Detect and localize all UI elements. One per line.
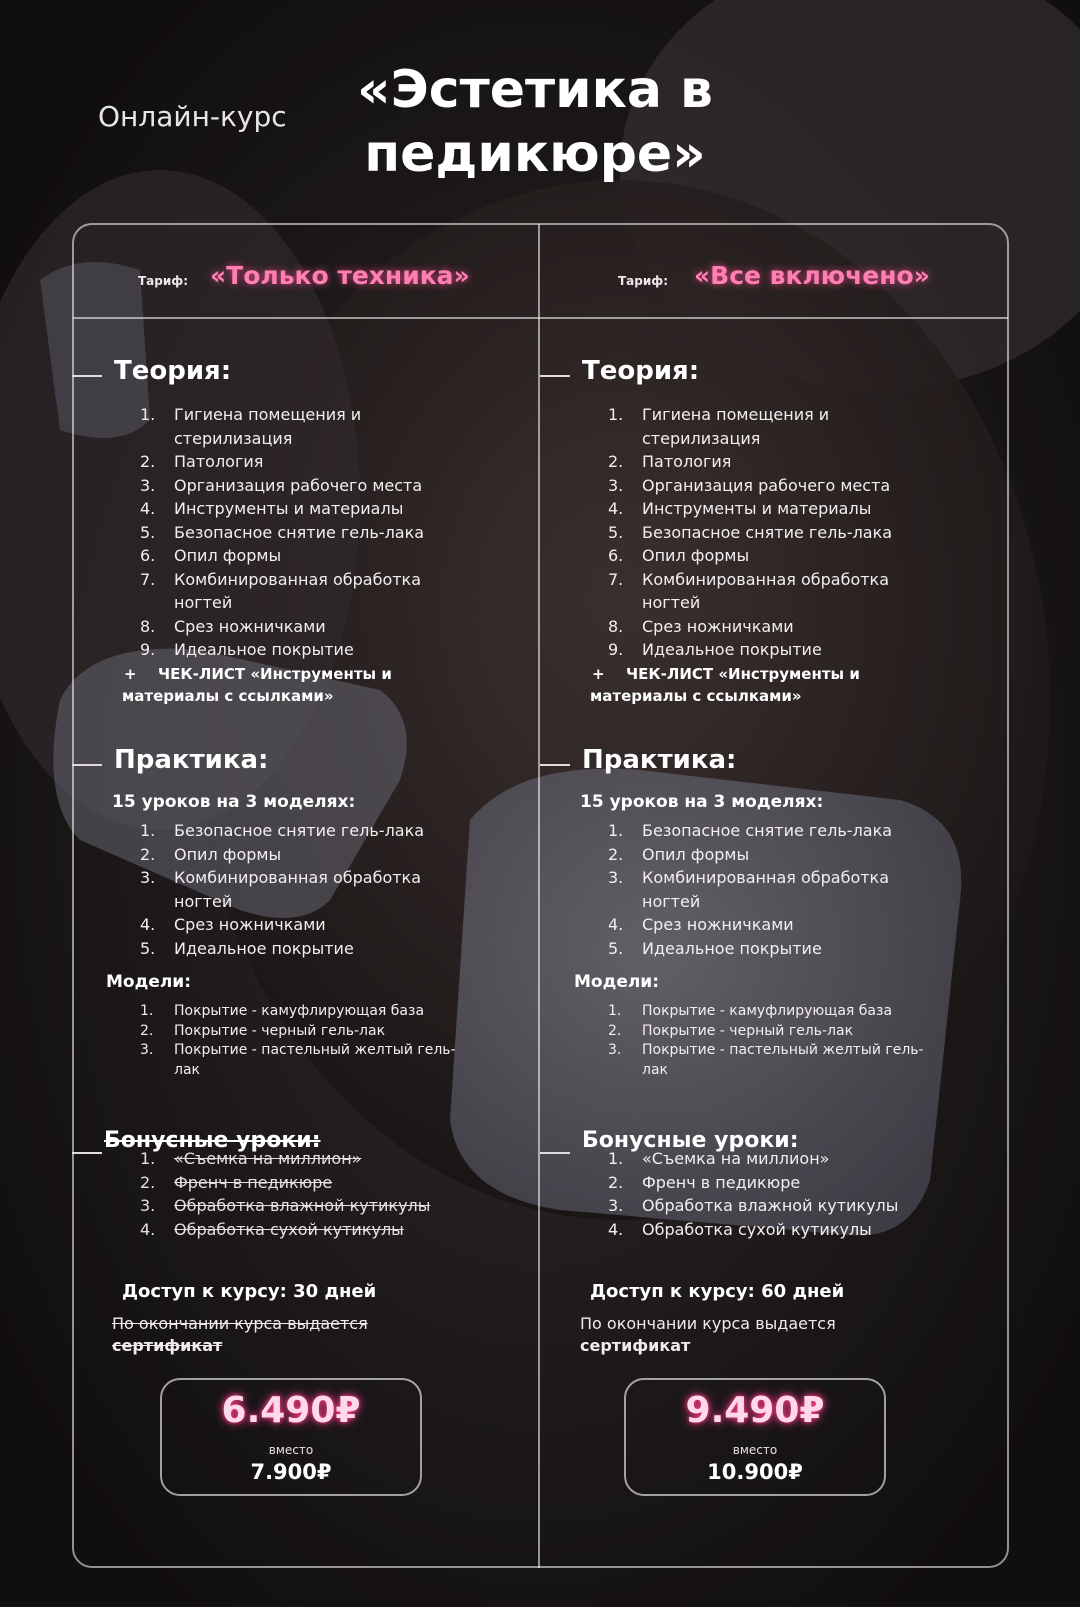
list-item: 8. Срез ножничками [140, 616, 326, 636]
tariff-column-technique [72, 223, 540, 1568]
old-price: 10.900₽ [707, 1460, 803, 1484]
list-item: 4. Инструменты и материалы [140, 499, 404, 518]
list-item: 2. Опил формы [140, 844, 282, 864]
list-item: 7. Комбинированная обработка ногтей [608, 569, 890, 612]
list-item: 3. Обработка влажной кутикулы [608, 1196, 899, 1215]
list-item: 1. Покрытие - камуфлирующая база [608, 1003, 893, 1019]
list-item: 3. Комбинированная обработка ногтей [140, 868, 422, 911]
instead-label: вместо [268, 1443, 314, 1457]
list-item: 4. Срез ножничками [140, 915, 326, 934]
list-item: 2. Патология [608, 452, 732, 471]
models-title: Модели: [106, 972, 192, 992]
practice-title: Практика: [582, 745, 737, 775]
practice-lessons: 15 уроков на 3 моделях: [580, 792, 824, 812]
instead-label: вместо [732, 1443, 778, 1457]
list-item: 4. Инструменты и материалы [608, 499, 872, 518]
practice-list [608, 819, 938, 960]
list-item: 5. Безопасное снятие гель-лака [140, 522, 425, 542]
list-item: 2. Покрытие - черный гель-лак [140, 1022, 386, 1039]
checklist-bonus: + ЧЕК-ЛИСТ «Инструменты и материалы с ссылками» [590, 665, 860, 705]
list-item: 2. Френч в педикюре [140, 1172, 333, 1192]
list-item: 5. Безопасное снятие гель-лака [608, 522, 893, 542]
price-box[interactable] [624, 1378, 886, 1496]
practice-lessons: 15 уроков на 3 моделях: [112, 792, 356, 812]
certificate-note: По окончании курса выдается сертификат [112, 1314, 368, 1355]
tariff-name: «Все включено» [694, 261, 930, 290]
list-item: 1. Покрытие - камуфлирующая база [140, 1003, 425, 1019]
models-list [608, 1002, 938, 1080]
list-item: 5. Идеальное покрытие [608, 938, 822, 958]
checklist-bonus: + ЧЕК-ЛИСТ «Инструменты и материалы с ссылками» [122, 665, 392, 705]
bonus-title: Бонусные уроки: [582, 1128, 799, 1153]
list-item: 6. Опил формы [140, 546, 282, 565]
theory-list [608, 403, 938, 662]
list-item: 1. Гигиена помещения и стерилизация [608, 405, 830, 448]
list-item: 4. Обработка сухой кутикулы [608, 1219, 872, 1239]
section-dash [72, 764, 102, 766]
list-item: 1. Безопасное снятие гель-лака [140, 821, 425, 840]
list-item: 8. Срез ножничками [608, 616, 794, 636]
access-duration: Доступ к курсу: 30 дней [122, 1281, 377, 1302]
current-price: 9.490₽ [685, 1390, 825, 1431]
tariff-label: Тариф: [618, 274, 668, 288]
certificate-note: По окончании курса выдается сертификат [580, 1314, 836, 1355]
list-item: 3. Организация рабочего места [608, 475, 891, 495]
section-dash [72, 1152, 102, 1154]
list-item: 7. Комбинированная обработка ногтей [140, 569, 422, 612]
list-item: 1. Безопасное снятие гель-лака [608, 821, 893, 840]
bonus-title: Бонусные уроки: [104, 1128, 321, 1153]
course-subtitle: Онлайн-курс [98, 100, 287, 133]
section-dash [72, 375, 102, 377]
practice-list [140, 819, 470, 960]
section-dash [540, 764, 570, 766]
list-item: 9. Идеальное покрытие [608, 640, 822, 659]
practice-title: Практика: [114, 745, 269, 775]
price-box[interactable] [160, 1378, 422, 1496]
list-item: 1. «Съемка на миллион» [140, 1149, 362, 1168]
current-price: 6.490₽ [221, 1390, 361, 1431]
list-item: 3. Организация рабочего места [140, 475, 423, 495]
list-item: 3. Комбинированная обработка ногтей [608, 868, 890, 911]
list-item: 1. Гигиена помещения и стерилизация [140, 405, 362, 448]
models-title: Модели: [574, 972, 660, 992]
models-list [140, 1002, 470, 1080]
list-item: 2. Френч в педикюре [608, 1172, 801, 1192]
list-item: 3. Покрытие - пастельный желтый гель-лак [140, 1042, 456, 1078]
tariff-header [72, 259, 540, 299]
theory-list [140, 403, 470, 662]
list-item: 3. Обработка влажной кутикулы [140, 1196, 431, 1215]
list-item: 3. Покрытие - пастельный желтый гель-лак [608, 1042, 924, 1078]
list-item: 2. Опил формы [608, 844, 750, 864]
list-item: 2. Патология [140, 452, 264, 471]
list-item: 9. Идеальное покрытие [140, 640, 354, 659]
list-item: 2. Покрытие - черный гель-лак [608, 1022, 854, 1039]
list-item: 4. Обработка сухой кутикулы [140, 1219, 404, 1239]
access-duration: Доступ к курсу: 60 дней [590, 1281, 845, 1302]
tariff-column-all-inclusive [540, 223, 1008, 1568]
section-dash [540, 1152, 570, 1154]
list-item: 5. Идеальное покрытие [140, 938, 354, 958]
course-title: «Эстетика в педикюре» [357, 60, 713, 184]
list-item: 4. Срез ножничками [608, 915, 794, 934]
tariff-header [540, 259, 1008, 299]
list-item: 6. Опил формы [608, 546, 750, 565]
bonus-list [140, 1147, 470, 1241]
list-item: 1. «Съемка на миллион» [608, 1149, 830, 1168]
theory-title: Теория: [582, 356, 700, 386]
section-dash [540, 375, 570, 377]
old-price: 7.900₽ [250, 1460, 332, 1484]
theory-title: Теория: [114, 356, 232, 386]
tariff-name: «Только техника» [210, 261, 470, 290]
bonus-list [608, 1147, 938, 1241]
tariff-label: Тариф: [138, 274, 188, 288]
